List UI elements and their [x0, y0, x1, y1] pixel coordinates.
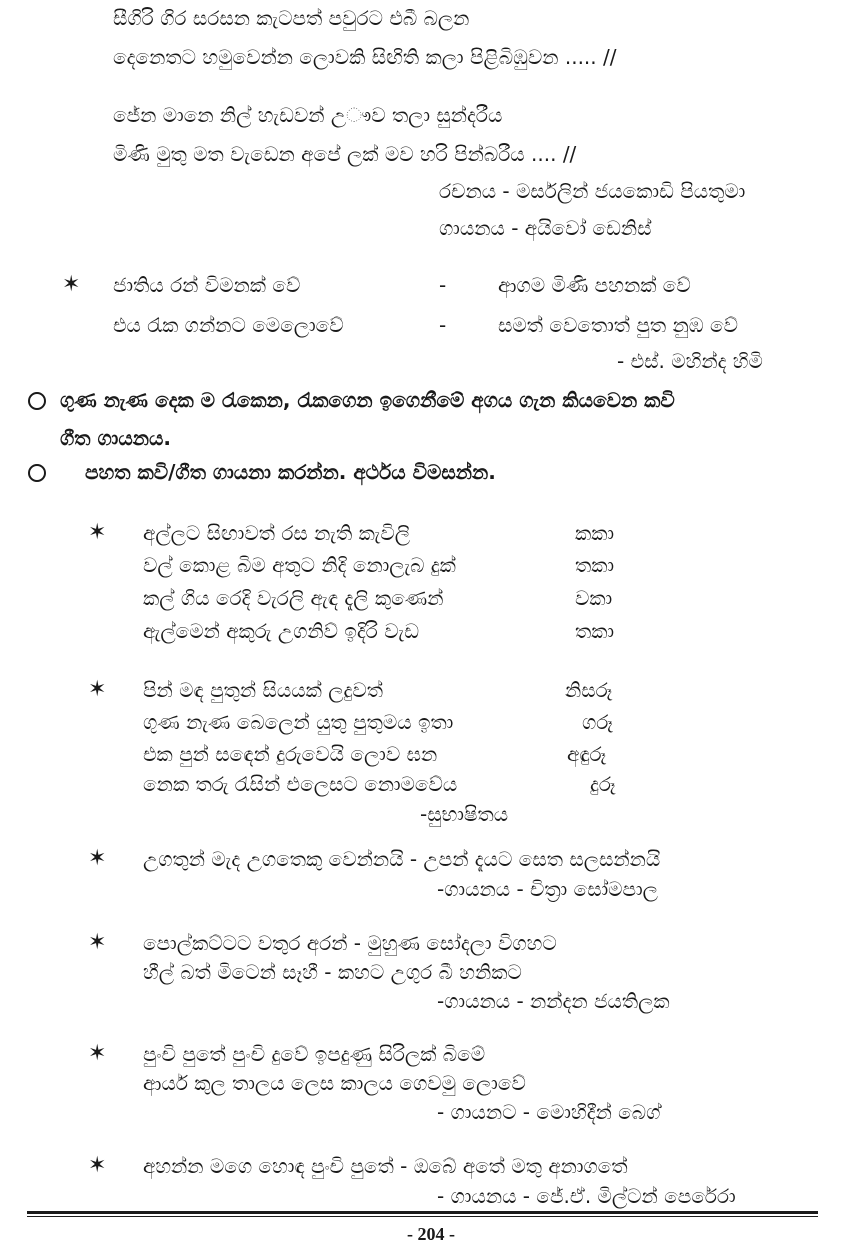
song-credit: - ගායනය - ජේ.ඒ. මිල්ටන් පෙරේරා: [437, 1184, 736, 1208]
poem-line-end: තකා: [575, 619, 615, 643]
footer-rule: [27, 1211, 818, 1214]
verse-separator: -: [439, 313, 447, 337]
star-bullet-icon: ✶: [88, 677, 107, 702]
song-credit: -ගායනය - චිත්‍රා සෝමපාල: [437, 877, 658, 901]
song-line: පොල්කට්ටට වතුර අරන් - මුහුණ සෝදලා විගහට: [143, 931, 557, 955]
star-bullet-icon: ✶: [88, 1153, 107, 1178]
poem-line: එක පුන් සඳෙන් දුරුවෙයි ලොව ඝන: [143, 742, 438, 766]
star-bullet-icon: ✶: [88, 1041, 107, 1066]
circle-bullet-icon: [28, 392, 46, 410]
footer-rule: [27, 1216, 818, 1217]
lyrics-credit: රචනය - මර්සලින් ජයකොඩි පියතුමා: [439, 179, 746, 203]
star-bullet-icon: ✶: [88, 930, 107, 955]
song-line: උගතුන් මැද උගතෙකු වෙන්නයි - උපන් දැයට සෙත සලසන්නයි: [143, 847, 661, 871]
poem-source: -සුභාෂිතය: [420, 802, 509, 826]
verse-credit: - එස්. මහින්ද හිමි: [617, 349, 763, 373]
poem-line: ජේන මානෙ නිල් හැඩවන් උෟව තලා සුන්දරීය: [113, 103, 503, 127]
circle-bullet-icon: [28, 464, 46, 482]
verse-separator: -: [439, 273, 447, 297]
page-number: - 204 -: [407, 1224, 455, 1244]
song-line: පුංචි පුතේ පුංචි දුවේ ඉපදුණු සිරිලක් බිමේ: [143, 1042, 486, 1066]
poem-line: ගුණ නැණ බෙලෙන් යුතු පුතුමය ඉතා: [143, 710, 454, 734]
poem-line: වල් කොළ බිම අතුට නිදි නොලැබ දුක්: [143, 553, 456, 577]
poem-line: කල් ගිය රෙදි වැරලි ඇඳ දැලි කුණෙන්: [143, 586, 444, 610]
poem-line: අල්ලට සිඟාවත් රස නැති කැවිලි: [143, 521, 411, 545]
poem-line-end: කකා: [575, 521, 615, 545]
poem-line: දෙනෙතට හමුවෙන්න ලොවකි සිඟිති කලා පිළිබිඹුවන ..... //: [113, 45, 617, 69]
activity-heading: ගීත ගායනය.: [60, 426, 171, 450]
poem-line: ඇල්මෙන් අකුරු උගනිව් ඉදිරි වැඩ: [143, 619, 420, 643]
star-bullet-icon: ✶: [88, 520, 107, 545]
star-bullet-icon: ✶: [62, 272, 81, 297]
poem-line: නෙක තරු රැසින් එලෙසට නොමවේය: [143, 772, 458, 796]
verse-left: එය රැක ගන්නට මෙලොවේ: [113, 313, 344, 337]
song-line: අහන්න මගෙ හොඳ පුංචි පුතේ - ඔබේ අතේ මතු අනාගතේ: [143, 1154, 628, 1178]
activity-heading: ගුණ නැණ දෙක ම රැකෙන, රැකගෙන ඉගෙනීමේ අගය ගැන කියවෙන කවි: [60, 388, 675, 412]
verse-left: ජාතිය රන් විමනක් වේ: [113, 273, 301, 297]
poem-line-end: අඳුරූ: [567, 742, 607, 766]
poem-line-end: ගරූ: [582, 710, 613, 734]
singer-credit: ගායනය - අයිවෝ ඩෙනිස්: [439, 216, 652, 240]
poem-line-end: තකා: [575, 553, 615, 577]
song-credit: - ගායනට - මොහිදීන් බෙග්: [437, 1100, 661, 1124]
poem-line-end: නිසරූ: [565, 678, 613, 702]
activity-heading: පහත කවි/ගීත ගායනා කරන්න. අර්ථය විමසන්න.: [85, 460, 496, 484]
verse-right: ආගම මිණි පහනක් වේ: [498, 273, 691, 297]
poem-line-end: වකා: [575, 586, 613, 610]
poem-line: පින් මඳ පුතුන් සියයක් ලදුවත්: [143, 678, 383, 702]
verse-right: සමත් වෙතොත් පුත නුඹ වේ: [498, 313, 738, 337]
song-line: හීල් බත් මිටෙන් සෑහී - කහට උගුර බී හනිකට: [143, 960, 522, 984]
song-credit: -ගායනය - නන්දන ජයතිලක: [437, 989, 670, 1013]
poem-line: සීගිරි ගිර සරසන කැටපත් පවුරට එබී බලන: [113, 6, 470, 30]
song-line: ආර්ය කුල තාලය ලෙස කාලය ගෙවමු ලොවේ: [143, 1071, 526, 1095]
poem-line: මිණි මුතු මත වැඩෙන අපේ ලක් මව හරි පින්බරීය .... //: [113, 142, 577, 166]
poem-line-end: දුරූ: [590, 772, 616, 796]
star-bullet-icon: ✶: [88, 846, 107, 871]
